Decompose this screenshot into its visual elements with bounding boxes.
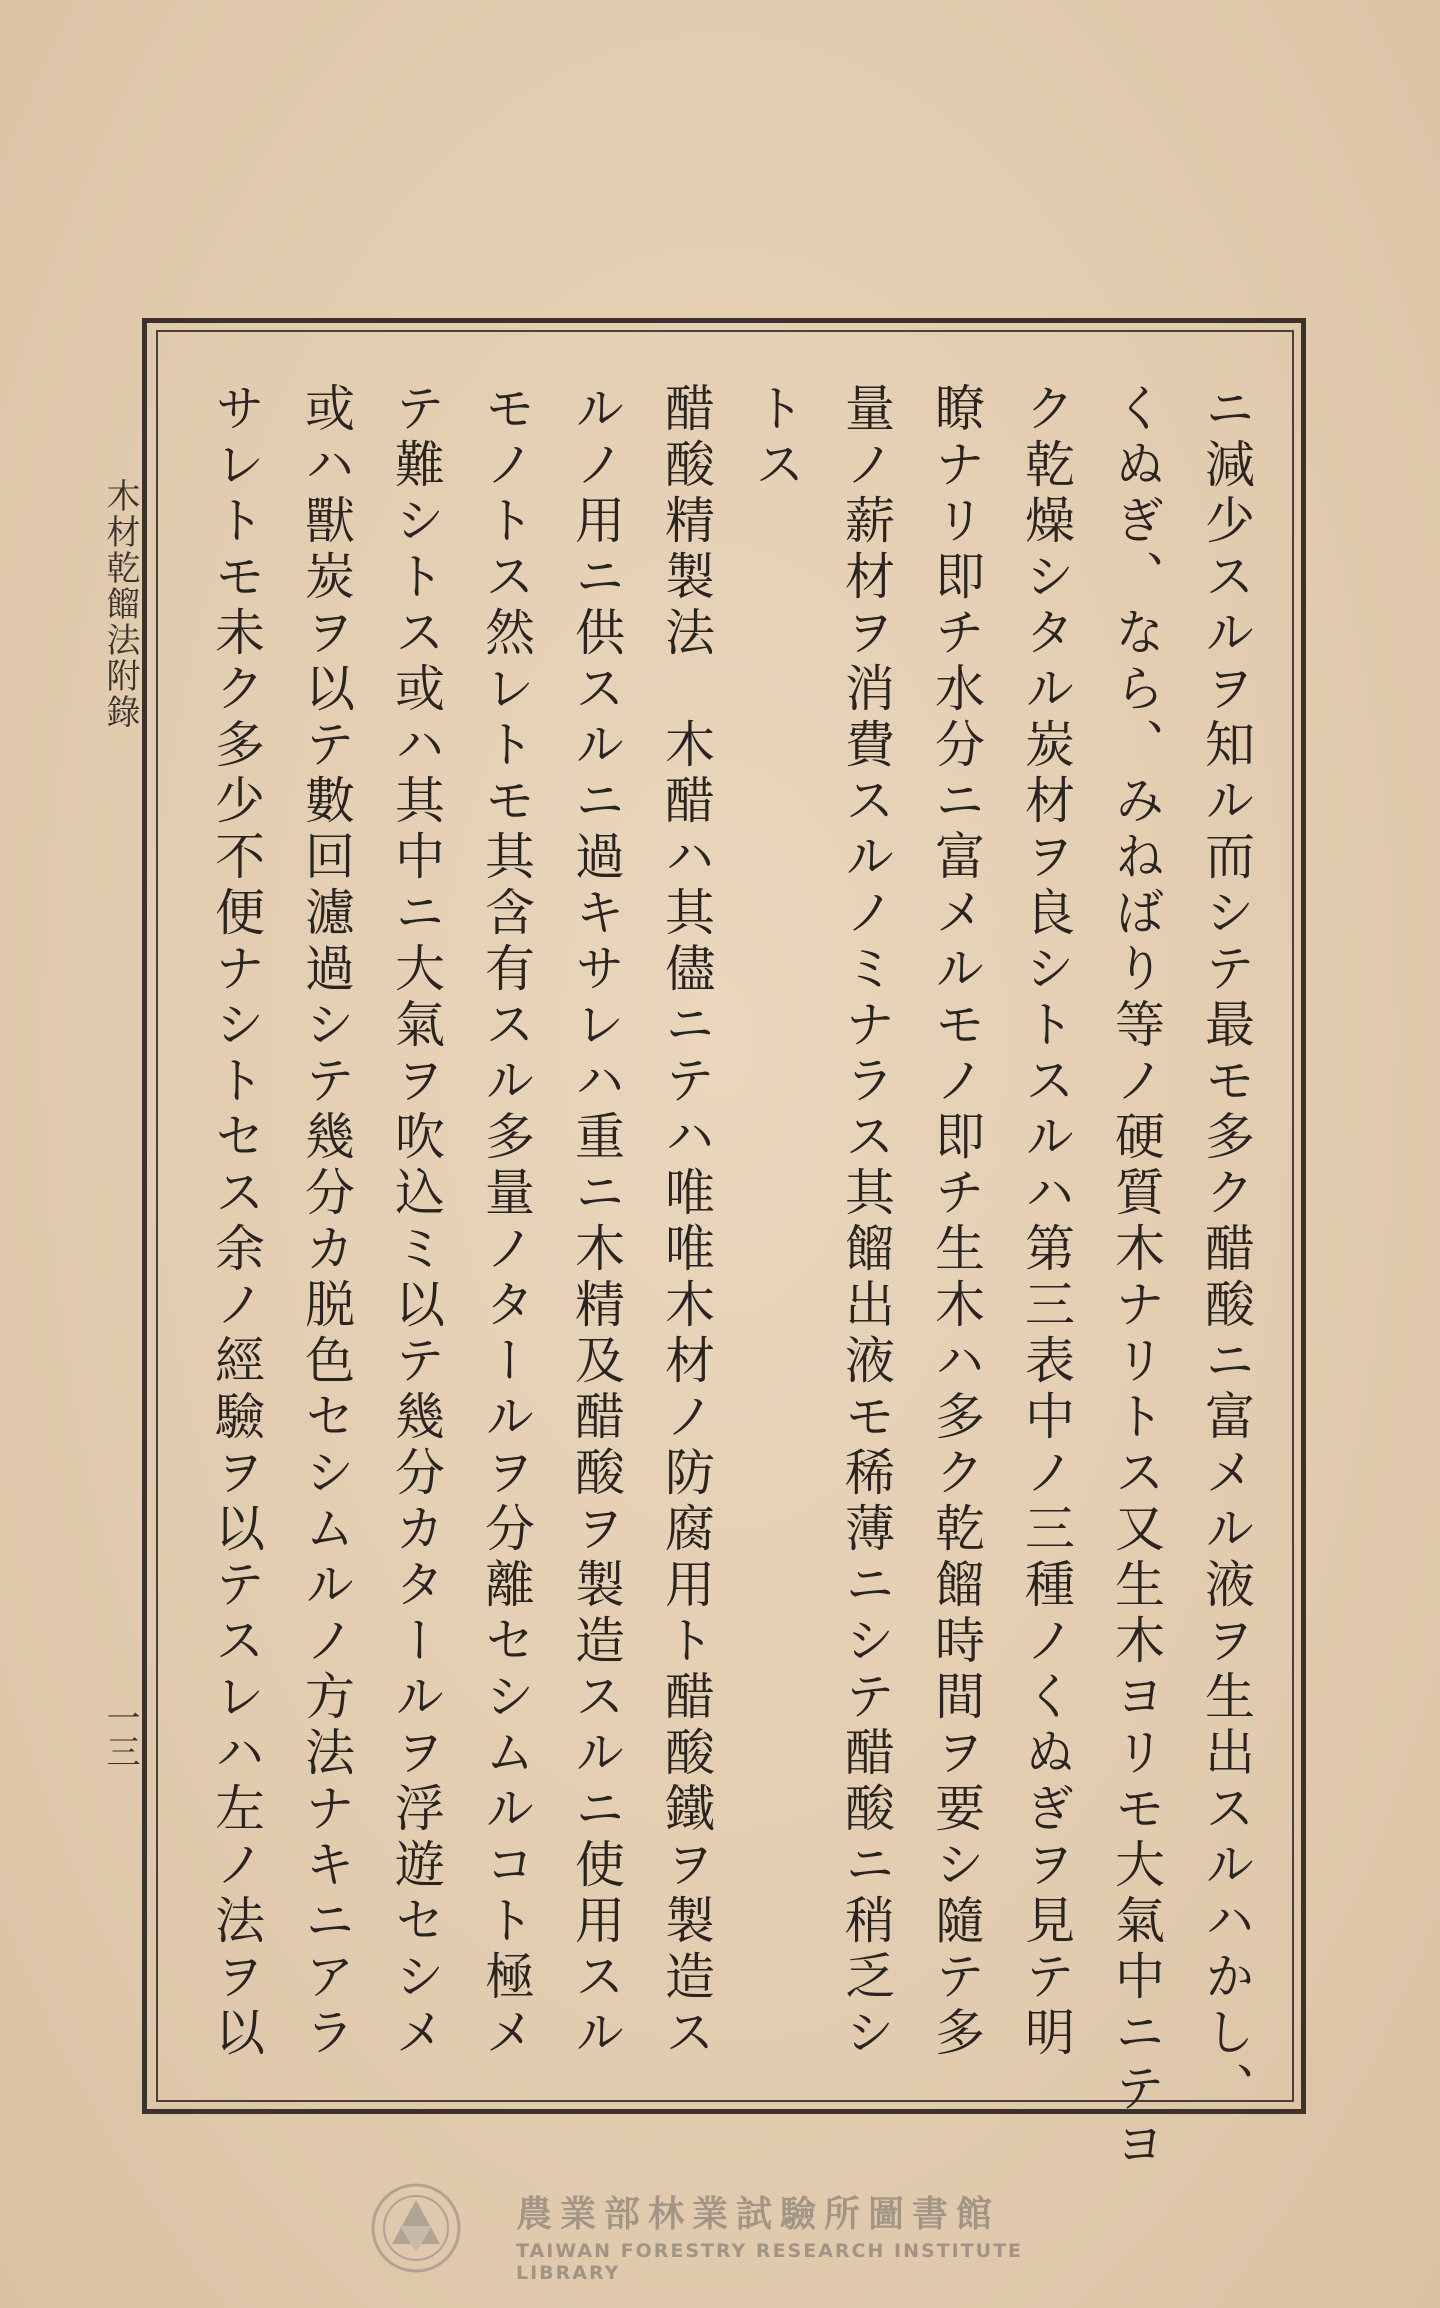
text-column: 醋酸精製法 木醋ハ其儘ニテハ唯唯木材ノ防腐用ト醋酸鐵ヲ製造ス [657,382,715,2062]
library-watermark [370,2182,1090,2284]
text-column: トス [747,382,805,494]
text-column: ニ減少スルヲ知ル而シテ最モ多ク醋酸ニ富メル液ヲ生出スルハかし、 [1197,382,1255,2118]
text-column: 量ノ薪材ヲ消費スルノミナラス其餾出液モ稀薄ニシテ醋酸ニ稍乏シ [837,382,895,2062]
text-column: サレトモ未ク多少不便ナシトセス余ノ經驗ヲ以テスレハ左ノ法ヲ以 [207,382,265,2062]
text-column: くぬぎ、なら、みねばり等ノ硬質木ナリトス又生木ヨリモ大氣中ニテヨ [1107,382,1165,2174]
text-column: モノトス然レトモ其含有スル多量ノタールヲ分離セシムルコト極メ [477,382,535,2062]
text-column: テ難シトス或ハ其中ニ大氣ヲ吹込ミ以テ幾分カタールヲ浮遊セシメ [387,382,445,2062]
text-column: 瞭ナリ即チ水分ニ富メルモノ即チ生木ハ多ク乾餾時間ヲ要シ隨テ多 [927,382,985,2062]
text-column: ルノ用ニ供スルニ過キサレハ重ニ木精及醋酸ヲ製造スルニ使用スル [567,382,625,2062]
text-column: 或ハ獸炭ヲ以テ數回濾過シテ幾分カ脱色セシムルノ方法ナキニアラ [297,382,355,2062]
watermark-chinese: 農業部林業試驗所圖書館 [516,2194,1001,2235]
library-seal-icon [370,2182,462,2274]
text-column: ク乾燥シタル炭材ヲ良シトスルハ第三表中ノ三種ノくぬぎヲ見テ明 [1017,382,1075,2062]
watermark-english: TAIWAN FORESTRY RESEARCH INSTITUTE LIBRARY [516,2240,1024,2284]
running-title: 木材乾餾法附錄 [100,478,140,730]
page-number: 一三 [100,1700,140,1768]
